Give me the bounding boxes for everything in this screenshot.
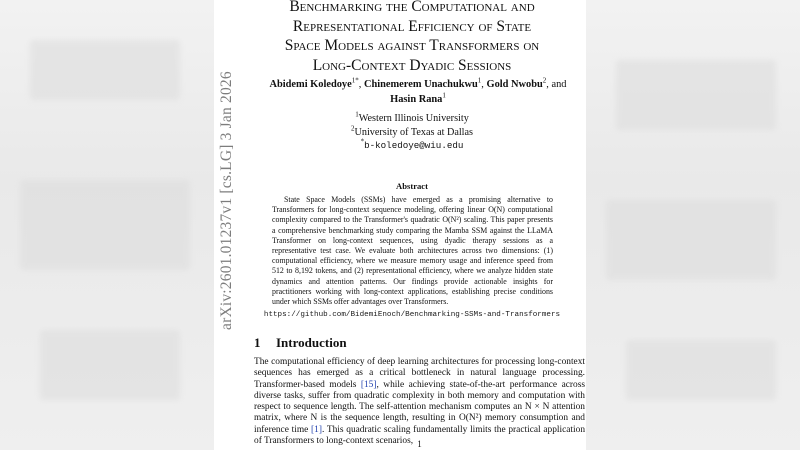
abstract-heading: Abstract [396,181,428,191]
section-title: Introduction [276,335,347,350]
paper-title [254,0,570,75]
affiliations [254,112,570,153]
abstract-text: State Space Models (SSMs) have emerged as a promising alternative to Transformers for long-context sequence modeling, offering linear O(N) computational complexity compared to the Transformer's quadratic O(N²) scaling. This paper presents a comprehensive benchmarking study comparing the Mamba SSM against the LLaMA Transformer on long-context sequences, using dyadic therapy sessions as a representative test case. We evaluate both architectures across two dimensions: (1) computational efficiency, where we measure memory usage and inference speed from 512 to 8,192 tokens, and (2) representational efficiency, where we analyze hidden state dynamics and attention patterns. Our findings provide actionable insights for practitioners working with long-context applications, establishing precise conditions under which SSMs offer advantages over Transformers. [272,195,553,307]
author-2-sup: 1 [477,76,482,85]
author-1-sup: 1* [351,76,359,85]
title-line-3: Space Models against Transformers on [284,37,540,54]
section-heading [254,335,570,351]
author-3-sup: 2 [542,76,547,85]
citation-link[interactable]: [15] [360,379,377,390]
author-4: Hasin Rana [390,94,443,105]
author-1: Abidemi Koledoye [269,79,352,90]
author-list: Abidemi Koledoye$^{1*}$, Chinemerem Unachukwu$^1$, Gold Nwobu$^2$, and Hasin Rana$^1$ [269,76,567,105]
repository-link[interactable]: https://github.com/BidemiEnoch/Benchmarking-SSMs-and-Transformers [263,311,561,319]
background-left [0,0,214,450]
title-line-4: Long-Context Dyadic Sessions [312,56,512,74]
corresponding-email[interactable]: *b-koledoye@wiu.edu [360,137,464,152]
author-3: Gold Nwobu [486,79,543,90]
citation-link[interactable]: [1] [311,424,322,435]
introduction-paragraph: The computational efficiency of deep learning architectures for processing long-context sequences has emerged as a critical bottleneck in natural language processing. Transformer-based models [15], while achieving state-of-the-art performance across diverse tasks, suffer from quadratic complexity in both memory and computation with respect to sequence length. The self-attention mechanism computes an N × N attention matrix, where N is the sequence length, resulting in O(N²) memory consumption and inference time [1]. This quadratic scaling fundamentally limits the practical application of Transformers to long-context scenarios, [254,357,586,447]
affiliation-2: $^2$University of Texas at Dallas [351,124,473,138]
title-line-1: Benchmarking the Computational and [289,0,535,15]
paper-page [214,0,586,450]
page-number: 1 [417,439,422,449]
section-number: 1 [254,335,261,350]
author-conjunction: and [551,79,567,90]
author-2: Chinemerem Unachukwu [363,79,478,90]
title-line-2: Representational Efficiency of State [292,17,532,35]
arxiv-identifier: arXiv:2601.01237v1 [cs.LG] 3 Jan 2026 [218,71,235,330]
background-right [586,0,800,450]
affiliation-1: $^1$Western Illinois University [355,110,469,124]
author-4-sup: 1 [442,91,446,100]
